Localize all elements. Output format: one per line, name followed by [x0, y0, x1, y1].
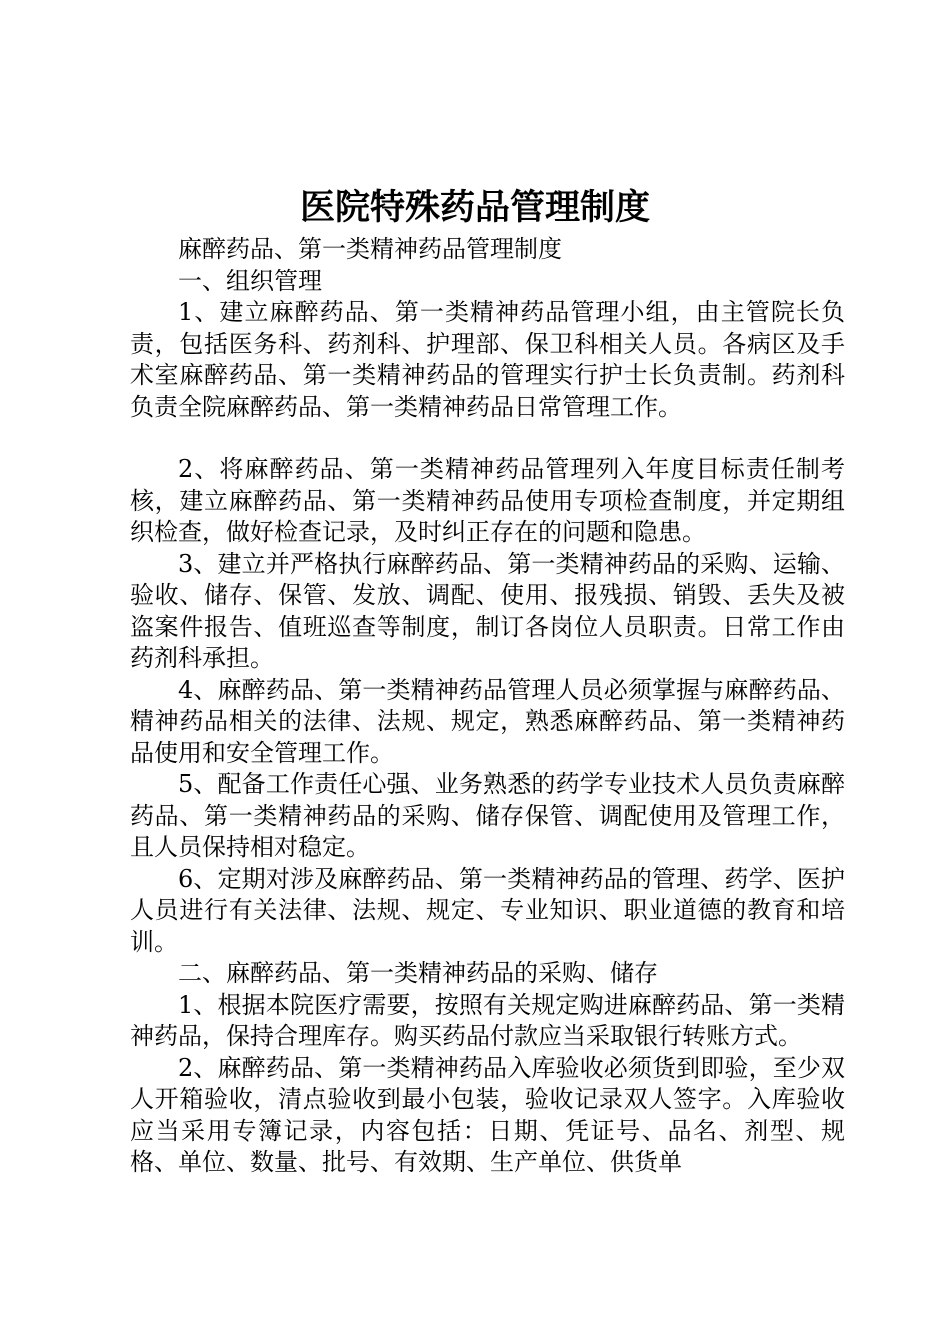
paragraph: 1、建立麻醉药品、第一类精神药品管理小组，由主管院长负责，包括医务科、药剂科、护理部、保卫科相关人员。各病区及手术室麻醉药品、第一类精神药品的管理实行护士长负责制。药剂科负责全院麻醉药品、第一类精神药品日常管理工作。 — [130, 298, 845, 421]
document-title: 医院特殊药品管理制度 — [299, 187, 650, 228]
subsection-heading: 一、组织管理 — [178, 266, 322, 295]
paragraph: 2、将麻醉药品、第一类精神药品管理列入年度目标责任制考核，建立麻醉药品、第一类精神药品使用专项检查制度，并定期组织检查，做好检查记录，及时纠正存在的问题和隐患。 — [130, 455, 845, 546]
subsection-heading: 二、麻醉药品、第一类精神药品的采购、储存 — [178, 959, 658, 987]
paragraph: 1、根据本院医疗需要，按照有关规定购进麻醉药品、第一类精神药品，保持合理库存。购买药品付款应当采取银行转账方式。 — [130, 990, 845, 1050]
paragraph: 6、定期对涉及麻醉药品、第一类精神药品的管理、药学、医护人员进行有关法律、法规、规定、专业知识、职业道德的教育和培训。 — [130, 864, 845, 956]
document-body — [130, 234, 845, 1179]
section-heading: 麻醉药品、第一类精神药品管理制度 — [178, 235, 562, 263]
paragraph: 5、配备工作责任心强、业务熟悉的药学专业技术人员负责麻醉药品、第一类精神药品的采购、储存保管、调配使用及管理工作，且人员保持相对稳定。 — [130, 770, 845, 861]
paragraph: 2、麻醉药品、第一类精神药品入库验收必须货到即验，至少双人开箱验收，清点验收到最小包装，验收记录双人签字。入库验收应当采用专簿记录，内容包括：日期、凭证号、品名、剂型、规格、单位、数量、批号、有效期、生产单位、供货单 — [130, 1053, 845, 1176]
paragraph: 4、麻醉药品、第一类精神药品管理人员必须掌握与麻醉药品、精神药品相关的法律、法规、规定，熟悉麻醉药品、第一类精神药品使用和安全管理工作。 — [130, 675, 845, 767]
paragraph: 3、建立并严格执行麻醉药品、第一类精神药品的采购、运输、验收、储存、保管、发放、调配、使用、报残损、销毁、丢失及被盗案件报告、值班巡查等制度，制订各岗位人员职责。日常工作由药剂科承担。 — [130, 549, 845, 672]
